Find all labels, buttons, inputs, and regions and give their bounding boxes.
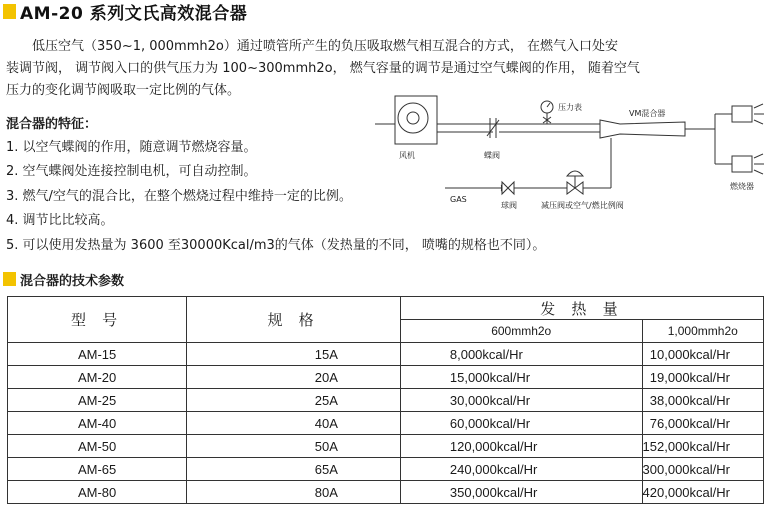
table-heading-marker — [3, 272, 16, 286]
heat-600-cell: 120,000kcal/Hr — [400, 435, 642, 458]
spec-cell: 15A — [187, 343, 401, 366]
heat-1000-cell: 19,000kcal/Hr — [642, 366, 763, 389]
feature-item: 4. 调节比比较高。 — [6, 213, 114, 228]
spec-cell: 50A — [187, 435, 401, 458]
table-row — [8, 458, 764, 481]
spec-cell: 25A — [187, 389, 401, 412]
feature-item: 1. 以空气蝶阀的作用，随意调节燃烧容量。 — [6, 140, 257, 155]
heat-600-cell: 350,000kcal/Hr — [400, 481, 642, 504]
model-cell: AM-40 — [8, 412, 187, 435]
butterfly-valve-label: 蝶阀 — [484, 151, 500, 160]
regulator-icon — [567, 171, 583, 194]
pressure-gauge-label: 压力表 — [558, 103, 582, 112]
table-row — [8, 343, 764, 366]
title-text: AM-20 系列文氏高效混合器 — [20, 3, 248, 24]
table-row — [8, 481, 764, 504]
model-cell: AM-20 — [8, 366, 187, 389]
pressure-gauge-icon — [541, 101, 553, 124]
heat-1000-cell: 152,000kcal/Hr — [642, 435, 763, 458]
heat-600-cell: 8,000kcal/Hr — [400, 343, 642, 366]
spec-cell: 20A — [187, 366, 401, 389]
model-cell: AM-65 — [8, 458, 187, 481]
feature-item: 2. 空气蝶阀处连接控制电机，可自动控制。 — [6, 164, 257, 179]
col-spec-header: 规 格 — [187, 297, 401, 343]
spec-cell: 80A — [187, 481, 401, 504]
intro-line-3: 压力的变化调节阀吸取一定比例的气体。 — [6, 83, 241, 98]
subheader-600: 600mmh2o — [400, 320, 642, 343]
heat-1000-cell: 10,000kcal/Hr — [642, 343, 763, 366]
heat-600-cell: 30,000kcal/Hr — [400, 389, 642, 412]
heat-1000-cell: 300,000kcal/Hr — [642, 458, 763, 481]
col-heat-header: 发 热 量 — [400, 297, 763, 320]
heat-600-cell: 60,000kcal/Hr — [400, 412, 642, 435]
model-cell: AM-50 — [8, 435, 187, 458]
heat-600-cell: 15,000kcal/Hr — [400, 366, 642, 389]
features-heading: 混合器的特征： — [6, 117, 98, 132]
ball-valve-label: 球阀 — [501, 201, 517, 210]
ball-valve-icon — [502, 182, 514, 194]
title-marker — [3, 4, 16, 19]
piping-diagram — [375, 94, 767, 214]
heat-600-cell: 240,000kcal/Hr — [400, 458, 642, 481]
table-row — [8, 389, 764, 412]
mixer-icon — [600, 120, 685, 138]
gas-label: GAS — [450, 195, 467, 204]
spec-table — [7, 296, 764, 504]
model-cell: AM-15 — [8, 343, 187, 366]
fan-icon — [395, 96, 437, 144]
feature-item: 3. 燃气/空气的混合比，在整个燃烧过程中维持一定的比例。 — [6, 189, 352, 204]
feature-item: 5. 可以使用发热量为 3600 至30000Kcal/m3的气体（发热量的不同， 喷嘴的规格也不同）。 — [6, 238, 546, 253]
subheader-1000: 1,000mmh2o — [642, 320, 763, 343]
intro-line-1: 低压空气（350~1, 000mmh2o）通过喷管所产生的负压吸取燃气相互混合的方式， 在燃气入口处安 — [32, 39, 618, 54]
heat-1000-cell: 38,000kcal/Hr — [642, 389, 763, 412]
mixer-label: VM混合器 — [629, 109, 666, 118]
intro-paragraph — [6, 36, 768, 102]
page-title — [3, 0, 247, 22]
table-heading — [3, 269, 124, 289]
col-model-header: 型 号 — [8, 297, 187, 343]
model-cell: AM-80 — [8, 481, 187, 504]
spec-cell: 40A — [187, 412, 401, 435]
table-row — [8, 412, 764, 435]
butterfly-valve-icon — [487, 118, 499, 138]
fan-label: 风机 — [399, 151, 415, 160]
table-row — [8, 435, 764, 458]
heat-1000-cell: 420,000kcal/Hr — [642, 481, 763, 504]
model-cell: AM-25 — [8, 389, 187, 412]
burner-icon — [732, 104, 764, 174]
spec-cell: 65A — [187, 458, 401, 481]
burner-label: 燃烧器 — [730, 182, 754, 191]
table-heading-text: 混合器的技术参数 — [20, 273, 125, 289]
heat-1000-cell: 76,000kcal/Hr — [642, 412, 763, 435]
regulator-label: 减压阀或空气/燃比例阀 — [541, 201, 624, 210]
table-row — [8, 366, 764, 389]
intro-line-2: 装调节阀， 调节阀入口的供气压力为 100~300mmh2o， 燃气容量的调节是通过空气蝶阀的作用， 随着空气 — [6, 61, 640, 76]
